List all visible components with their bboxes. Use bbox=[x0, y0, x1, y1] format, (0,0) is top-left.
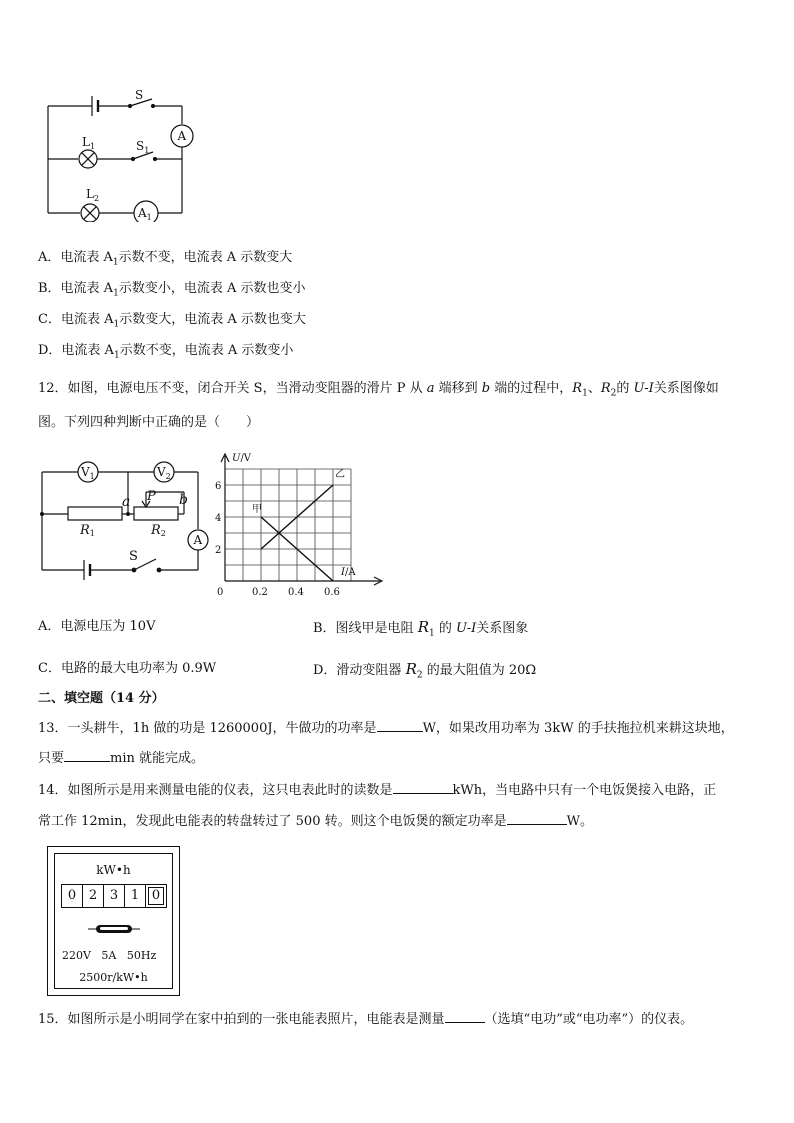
x-tick-label: 0.4 bbox=[288, 587, 304, 598]
label-node-b: b bbox=[179, 492, 188, 508]
q13-blank-2[interactable] bbox=[64, 749, 110, 762]
label-resistor-r1: R1 bbox=[80, 523, 95, 538]
meter-unit: kW•h bbox=[96, 863, 131, 877]
q13-line2: 只要 min 就能完成。 bbox=[38, 751, 205, 766]
label-node-a: a bbox=[122, 494, 131, 510]
q12-option-d: D．滑动变阻器 $R_2$ 的最大阻值为 20Ω bbox=[313, 660, 537, 681]
label-slider-p: P bbox=[147, 489, 156, 504]
q15-line1: 15．如图所示是小明同学在家中拍到的一张电能表照片，电能表是测量 （选填“电功”或“电功率”）的仪表。 bbox=[38, 1012, 694, 1027]
x-tick-label: 0.6 bbox=[324, 587, 340, 598]
label-ammeter-a: A bbox=[177, 129, 187, 143]
label-voltmeter-v2: $V_2$ bbox=[157, 465, 171, 481]
q11-option-d: D．电流表 $A_1$示数不变，电流表 A 示数变小 bbox=[38, 343, 294, 361]
x-tick-label: 0.2 bbox=[252, 587, 268, 598]
meter-digit: 2 bbox=[83, 885, 104, 907]
label-ammeter-a1: $A_1$ bbox=[138, 206, 152, 222]
circuit-diagram-q12 bbox=[38, 456, 213, 584]
q12-stem-line1: 12．如图，电源电压不变，闭合开关 S，当滑动变阻器的滑片 P 从 a 端移到 b 端的过程中，$R_1$、$R_2$的 U-I关系图像如 bbox=[38, 381, 719, 399]
y-tick-label: 4 bbox=[215, 513, 222, 524]
q15-blank-1[interactable] bbox=[445, 1010, 485, 1023]
label-voltmeter-v1: $V_1$ bbox=[81, 465, 95, 481]
label-ammeter: A bbox=[193, 533, 203, 547]
meter-specs: 220V 5A 50Hz bbox=[62, 949, 157, 962]
series-label-yi: 乙 bbox=[335, 469, 345, 480]
q13-line1: 13．一头耕牛，1h 做的功是 1260000J，牛做功的功率是 W，如果改用功率为 3kW 的手扶拖拉机来耕这块地， bbox=[38, 721, 734, 736]
q11-option-c: C．电流表 $A_1$示数变大，电流表 A 示数也变大 bbox=[38, 312, 306, 330]
meter-dial-icon bbox=[86, 921, 142, 937]
meter-digit: 0 bbox=[62, 885, 83, 907]
q12-stem-line2: 图。下列四种判断中正确的是（ ） bbox=[38, 415, 260, 430]
circuit-diagram-q11 bbox=[40, 86, 200, 222]
meter-digit: 1 bbox=[125, 885, 146, 907]
label-lamp-l1: $L_1$ bbox=[82, 135, 96, 151]
q12-option-b: B．图线甲是电阻 $R_1$ 的 U-I关系图象 bbox=[313, 618, 529, 639]
series-label-jia: 甲 bbox=[252, 504, 262, 516]
q12-option-c: C．电路的最大电功率为 0.9W bbox=[38, 661, 217, 676]
label-lamp-l2: $L_2$ bbox=[86, 187, 100, 203]
energy-meter bbox=[47, 846, 180, 996]
y-axis-label: U/V bbox=[232, 453, 252, 464]
meter-constant: 2500r/kW•h bbox=[79, 971, 148, 984]
label-switch: S bbox=[129, 549, 138, 564]
x-tick-label: 0 bbox=[217, 587, 224, 598]
label-switch-s1: $S_1$ bbox=[136, 139, 150, 155]
label-resistor-r2: R2 bbox=[151, 523, 166, 538]
y-tick-label: 6 bbox=[215, 481, 222, 492]
q14-line1: 14．如图所示是用来测量电能的仪表，这只电表此时的读数是 kWh，当电路中只有一个电饭煲接入电路，正 bbox=[38, 783, 717, 798]
label-switch-s: S bbox=[135, 88, 144, 102]
meter-digit: 3 bbox=[104, 885, 125, 907]
q14-blank-2[interactable] bbox=[507, 812, 567, 825]
q11-option-b: B．电流表 $A_1$示数变小，电流表 A 示数也变小 bbox=[38, 281, 306, 299]
q14-blank-1[interactable] bbox=[393, 781, 453, 794]
q14-line2: 常工作 12min，发现此电能表的转盘转过了 500 转。则这个电饭煲的额定功率是 W。 bbox=[38, 814, 593, 829]
ui-graph bbox=[210, 446, 390, 598]
section-heading: 二、填空题（14 分） bbox=[38, 691, 165, 706]
q11-option-a: A．电流表 $A_1$示数不变，电流表 A 示数变大 bbox=[38, 250, 293, 268]
q12-option-a: A．电源电压为 10V bbox=[38, 619, 156, 634]
q13-blank-1[interactable] bbox=[377, 719, 423, 732]
x-axis-label: I/A bbox=[341, 567, 356, 578]
meter-digits bbox=[61, 884, 167, 908]
meter-digit-decimal: 0 bbox=[146, 885, 166, 907]
y-tick-label: 2 bbox=[215, 545, 222, 556]
